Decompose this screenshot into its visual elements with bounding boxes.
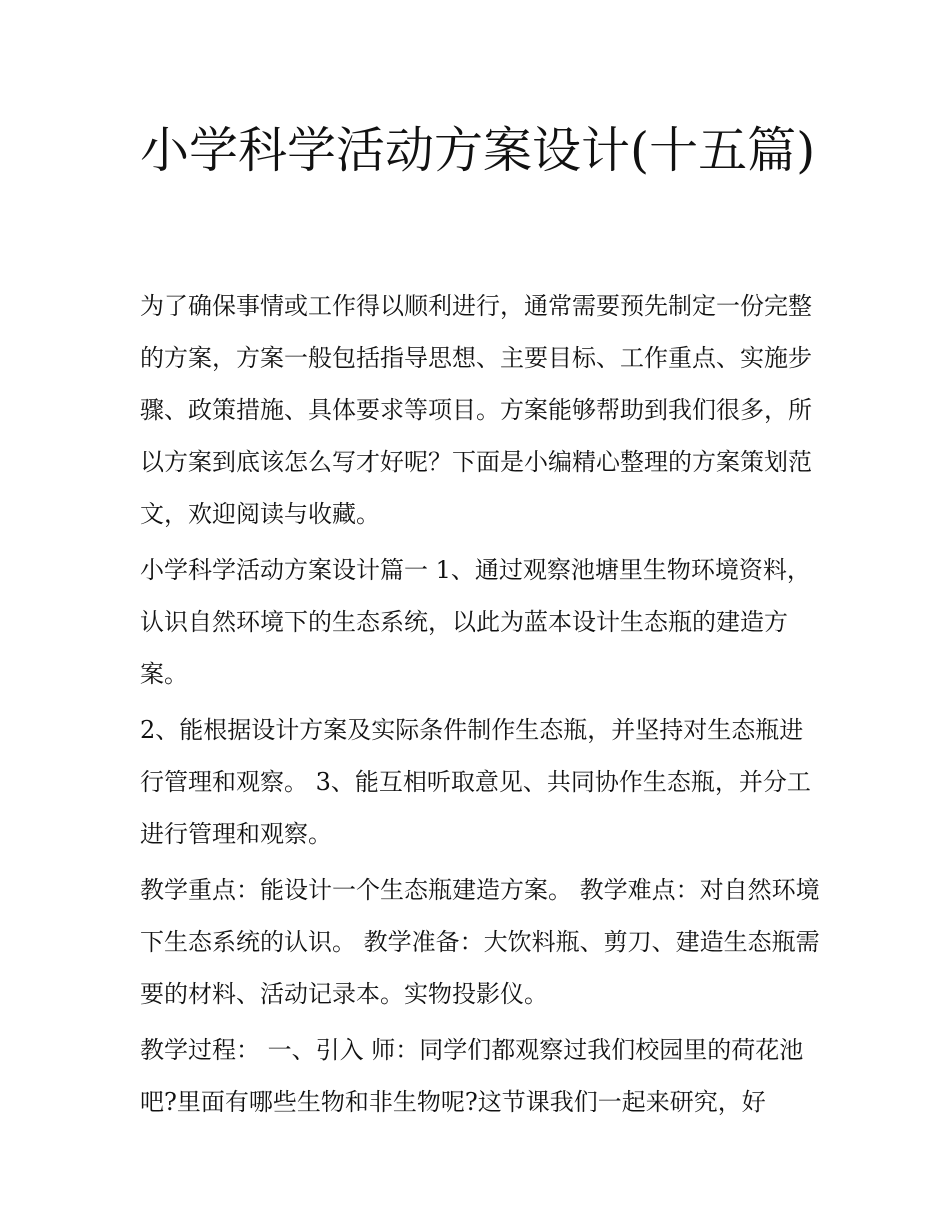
document-title: 小学科学活动方案设计(十五篇) — [140, 122, 816, 179]
document-body — [140, 280, 820, 1132]
paragraph-goals-2-3: 2、能根据设计方案及实际条件制作生态瓶，并坚持对生态瓶进行管理和观察。 3、能互相听取意见、共同协作生态瓶，并分工进行管理和观察。 — [140, 716, 811, 848]
paragraph-chapter-one-goal-1: 小学科学活动方案设计篇一 1、通过观察池塘里生物环境资料，认识自然环境下的生态系统，以此为蓝本设计生态瓶的建造方案。 — [140, 556, 811, 688]
paragraph-intro: 为了确保事情或工作得以顺利进行，通常需要预先制定一份完整的方案，方案一般包括指导思想、主要目标、工作重点、实施步骤、政策措施、具体要求等项目。方案能够帮助到我们很多，所以方案到底该怎么写才好呢？下面是小编精心整理的方案策划范文，欢迎阅读与收藏。 — [140, 292, 812, 528]
paragraph-key-points: 教学重点：能设计一个生态瓶建造方案。 教学难点：对自然环境下生态系统的认识。 教学准备：大饮料瓶、剪刀、建造生态瓶需要的材料、活动记录本。实物投影仪。 — [140, 876, 820, 1008]
paragraph-teaching-process: 教学过程： 一、引入 师：同学们都观察过我们校园里的荷花池吧?里面有哪些生物和非生物呢?这节课我们一起来研究，好 — [140, 1036, 804, 1116]
